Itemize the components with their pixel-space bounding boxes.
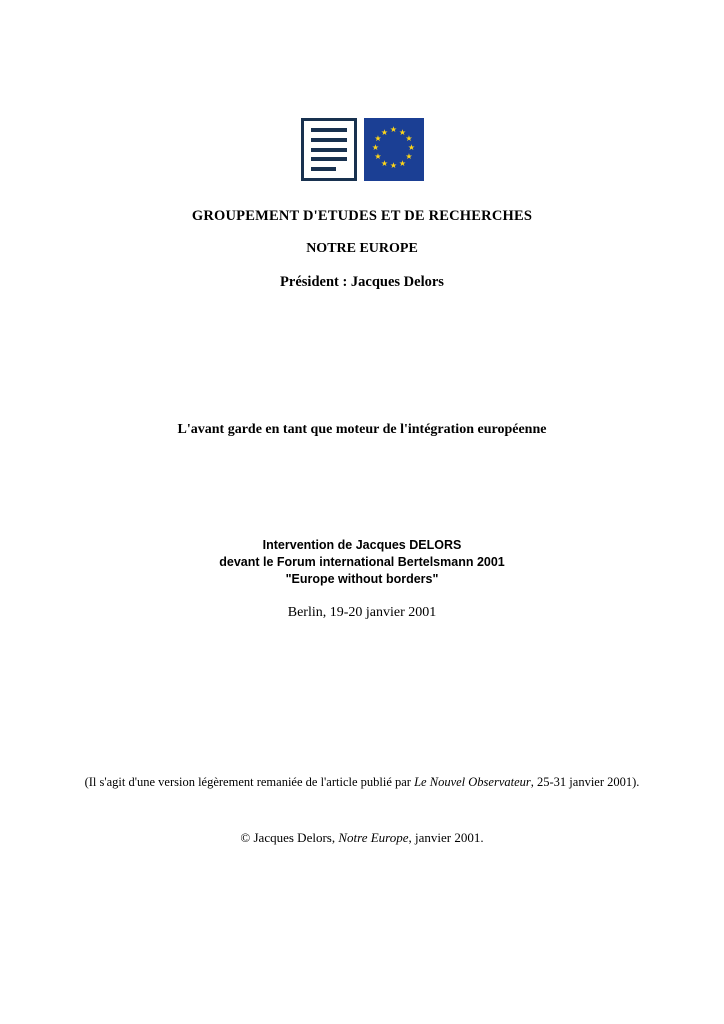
event-details (0, 537, 724, 588)
president-line: Président : Jacques Delors (280, 274, 444, 290)
publication-note (0, 775, 724, 790)
organization-title: GROUPEMENT D'ETUDES ET DE RECHERCHES (191, 208, 533, 224)
copyright-suffix: , janvier 2001. (408, 830, 484, 845)
copyright-org: Notre Europe (338, 830, 409, 845)
copyright-prefix: © Jacques Delors, (240, 830, 339, 845)
event-line-1: Intervention de Jacques DELORS (262, 538, 462, 552)
notre-europe-logo (301, 118, 424, 181)
logo-line (311, 128, 347, 132)
logo-line (311, 148, 347, 152)
organization-subtitle: NOTRE EUROPE (306, 241, 418, 256)
page-title: L'avant garde en tant que moteur de l'intégration européenne (177, 422, 547, 437)
logo-line (311, 138, 347, 142)
document-lines-icon (301, 118, 357, 181)
event-line-3: "Europe without borders" (285, 572, 439, 586)
event-location: Berlin, 19-20 janvier 2001 (287, 605, 437, 620)
european-union-flag-icon: ★ ★ ★ ★ ★ ★ ★ ★ ★ ★ ★ ★ (364, 118, 424, 181)
logo-line (311, 157, 347, 161)
note-prefix: (Il s'agit d'une version légèrement remaniée de l'article publié par (84, 775, 415, 789)
logo-block (0, 118, 724, 181)
logo-line (311, 167, 337, 171)
note-publication-name: Le Nouvel Observateur (414, 775, 531, 789)
copyright-line (0, 830, 724, 846)
event-line-2: devant le Forum international Bertelsmann 2001 (219, 555, 505, 569)
note-suffix: , 25-31 janvier 2001). (530, 775, 640, 789)
